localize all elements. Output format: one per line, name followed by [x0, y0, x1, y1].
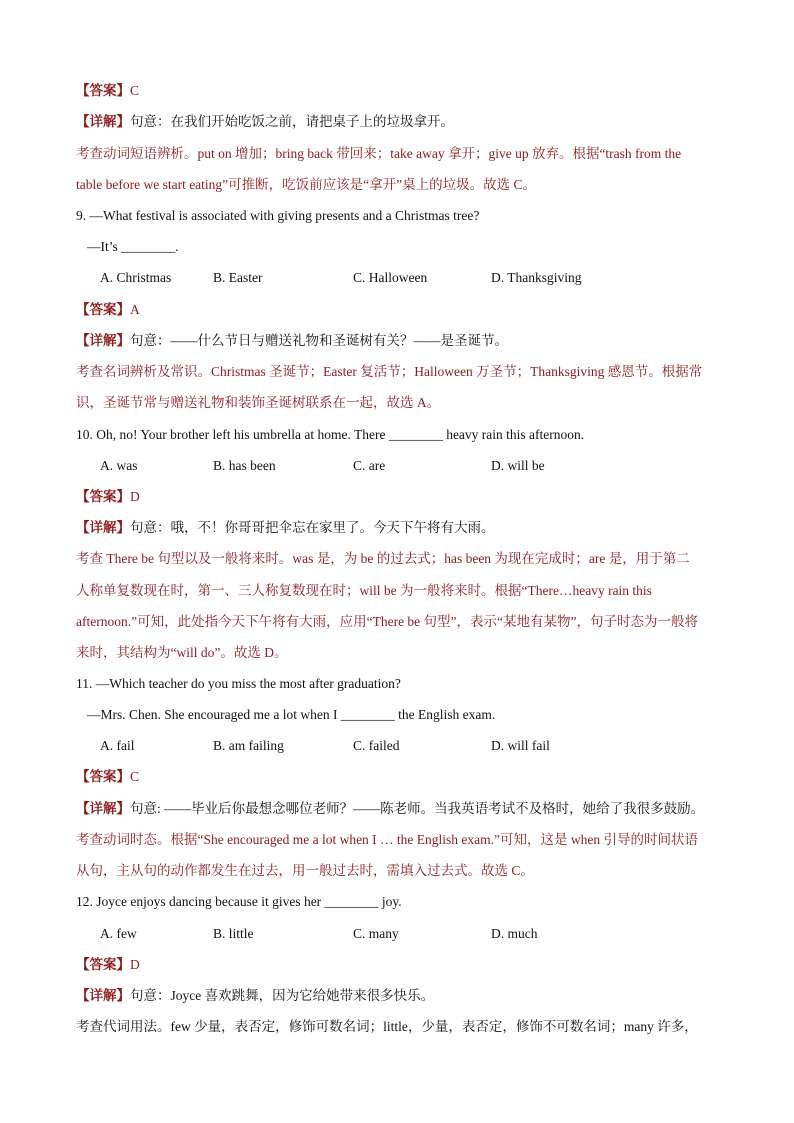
q10-option-c: C. are — [353, 458, 386, 473]
q12-answer-line — [76, 956, 140, 974]
q8-answer-line — [76, 82, 139, 100]
q8-explanation-2 — [76, 176, 536, 194]
q8-explanation-1 — [76, 145, 681, 163]
detail-tag: 【详解】 — [76, 988, 130, 1003]
q11-detail-line — [76, 800, 704, 818]
q9-exp-text-2: 识，圣诞节常与赠送礼物和装饰圣诞树联系在一起，故选 A。 — [76, 395, 441, 410]
answer-tag: 【答案】 — [76, 957, 130, 972]
q12-explanation-1 — [76, 1018, 698, 1036]
q10-explanation-3 — [76, 613, 698, 631]
q9-response: —It’s ________. — [87, 239, 179, 254]
q12-option-b: B. little — [213, 926, 254, 941]
q12-translation: 句意：Joyce 喜欢跳舞，因为它给她带来很多快乐。 — [130, 988, 435, 1003]
q8-detail-line — [76, 113, 454, 131]
answer-tag: 【答案】 — [76, 302, 130, 317]
q11-explanation-1 — [76, 831, 698, 849]
q11-option-b: B. am failing — [213, 738, 284, 753]
answer-tag: 【答案】 — [76, 769, 130, 784]
q9-translation: 句意：——什么节日与赠送礼物和圣诞树有关？——是圣诞节。 — [130, 333, 508, 348]
q12-exp-text-1: 考查代词用法。few 少量，表否定，修饰可数名词；little，少量，表否定，修饰不可数名词；many 许多， — [76, 1019, 698, 1034]
q12-option-a: A. few — [100, 926, 137, 941]
q10-explanation-4 — [76, 644, 287, 662]
q11-answer-line — [76, 768, 139, 786]
q12-option-d: D. much — [491, 926, 538, 941]
q10-option-d: D. will be — [491, 458, 545, 473]
detail-tag: 【详解】 — [76, 333, 130, 348]
q10-option-a: A. was — [100, 458, 138, 473]
q8-exp-text-1: 考查动词短语辨析。put on 增加；bring back 带回来；take away 拿开；give up 放弃。根据“trash from the — [76, 146, 682, 161]
q9-option-a: A. Christmas — [100, 270, 172, 285]
q9-answer-line — [76, 301, 140, 319]
q12-stem: 12. Joyce enjoys dancing because it gives her ________ joy. — [76, 894, 402, 909]
detail-tag: 【详解】 — [76, 801, 130, 816]
q12-option-c: C. many — [353, 926, 399, 941]
q10-answer: D — [130, 489, 140, 504]
q11-stem: 11. —Which teacher do you miss the most after graduation? — [76, 676, 401, 691]
q11-exp-text-2: 从句，主从句的动作都发生在过去，用一般过去时，需填入过去式。故选 C。 — [76, 863, 534, 878]
q10-exp-text-3: afternoon.”可知，此处指今天下午将有大雨，应用“There be 句型”，表示“某地有某物”，句子时态为一般将 — [76, 614, 699, 629]
q9-explanation-1 — [76, 363, 702, 381]
q9-option-c: C. Halloween — [353, 270, 428, 285]
q10-explanation-2 — [76, 582, 652, 600]
q11-option-a: A. fail — [100, 738, 135, 753]
q8-translation: 句意：在我们开始吃饭之前，请把桌子上的垃圾拿开。 — [130, 114, 454, 129]
q9-detail-line — [76, 332, 508, 350]
q10-answer-line — [76, 488, 140, 506]
q9-answer: A — [130, 302, 140, 317]
q10-exp-text-2: 人称单复数现在时，第一、三人称复数现在时；will be 为一般将来时。根据“There…heavy rain this — [76, 583, 652, 598]
answer-tag: 【答案】 — [76, 83, 130, 98]
answer-tag: 【答案】 — [76, 489, 130, 504]
q11-option-d: D. will fail — [491, 738, 550, 753]
q9-option-d: D. Thanksgiving — [491, 270, 582, 285]
q10-exp-text-4: 来时，其结构为“will do”。故选 D。 — [76, 645, 288, 660]
q9-explanation-2 — [76, 394, 440, 412]
q11-answer: C — [130, 769, 140, 784]
q12-answer: D — [130, 957, 140, 972]
q10-exp-text-1: 考查 There be 句型以及一般将来时。was 是，为 be 的过去式；has been 为现在完成时；are 是，用于第二 — [76, 551, 690, 566]
q10-translation: 句意：哦，不！你哥哥把伞忘在家里了。今天下午将有大雨。 — [130, 520, 495, 535]
q11-exp-text-1: 考查动词时态。根据“She encouraged me a lot when I … the English exam.”可知，这是 when 引导的时间状语 — [76, 832, 699, 847]
detail-tag: 【详解】 — [76, 520, 130, 535]
q11-option-c: C. failed — [353, 738, 400, 753]
q10-stem: 10. Oh, no! Your brother left his umbrella at home. There ________ heavy rain this afternoon. — [76, 427, 585, 442]
q9-exp-text-1: 考查名词辨析及常识。Christmas 圣诞节；Easter 复活节；Halloween 万圣节；Thanksgiving 感恩节。根据常 — [76, 364, 703, 379]
q8-exp-text-2: table before we start eating”可推断，吃饭前应该是“拿开”桌上的垃圾。故选 C。 — [76, 177, 537, 192]
q10-option-b: B. has been — [213, 458, 276, 473]
q8-answer: C — [130, 83, 140, 98]
q10-explanation-1 — [76, 550, 690, 568]
detail-tag: 【详解】 — [76, 114, 130, 129]
q12-detail-line — [76, 987, 434, 1005]
q11-explanation-2 — [76, 862, 534, 880]
q10-detail-line — [76, 519, 495, 537]
q11-response: —Mrs. Chen. She encouraged me a lot when I ________ the English exam. — [87, 707, 496, 722]
q9-stem: 9. —What festival is associated with giving presents and a Christmas tree? — [76, 208, 480, 223]
q11-translation: 句意: ——毕业后你最想念哪位老师？——陈老师。当我英语考试不及格时，她给了我很多鼓励。 — [130, 801, 705, 816]
q9-option-b: B. Easter — [213, 270, 263, 285]
